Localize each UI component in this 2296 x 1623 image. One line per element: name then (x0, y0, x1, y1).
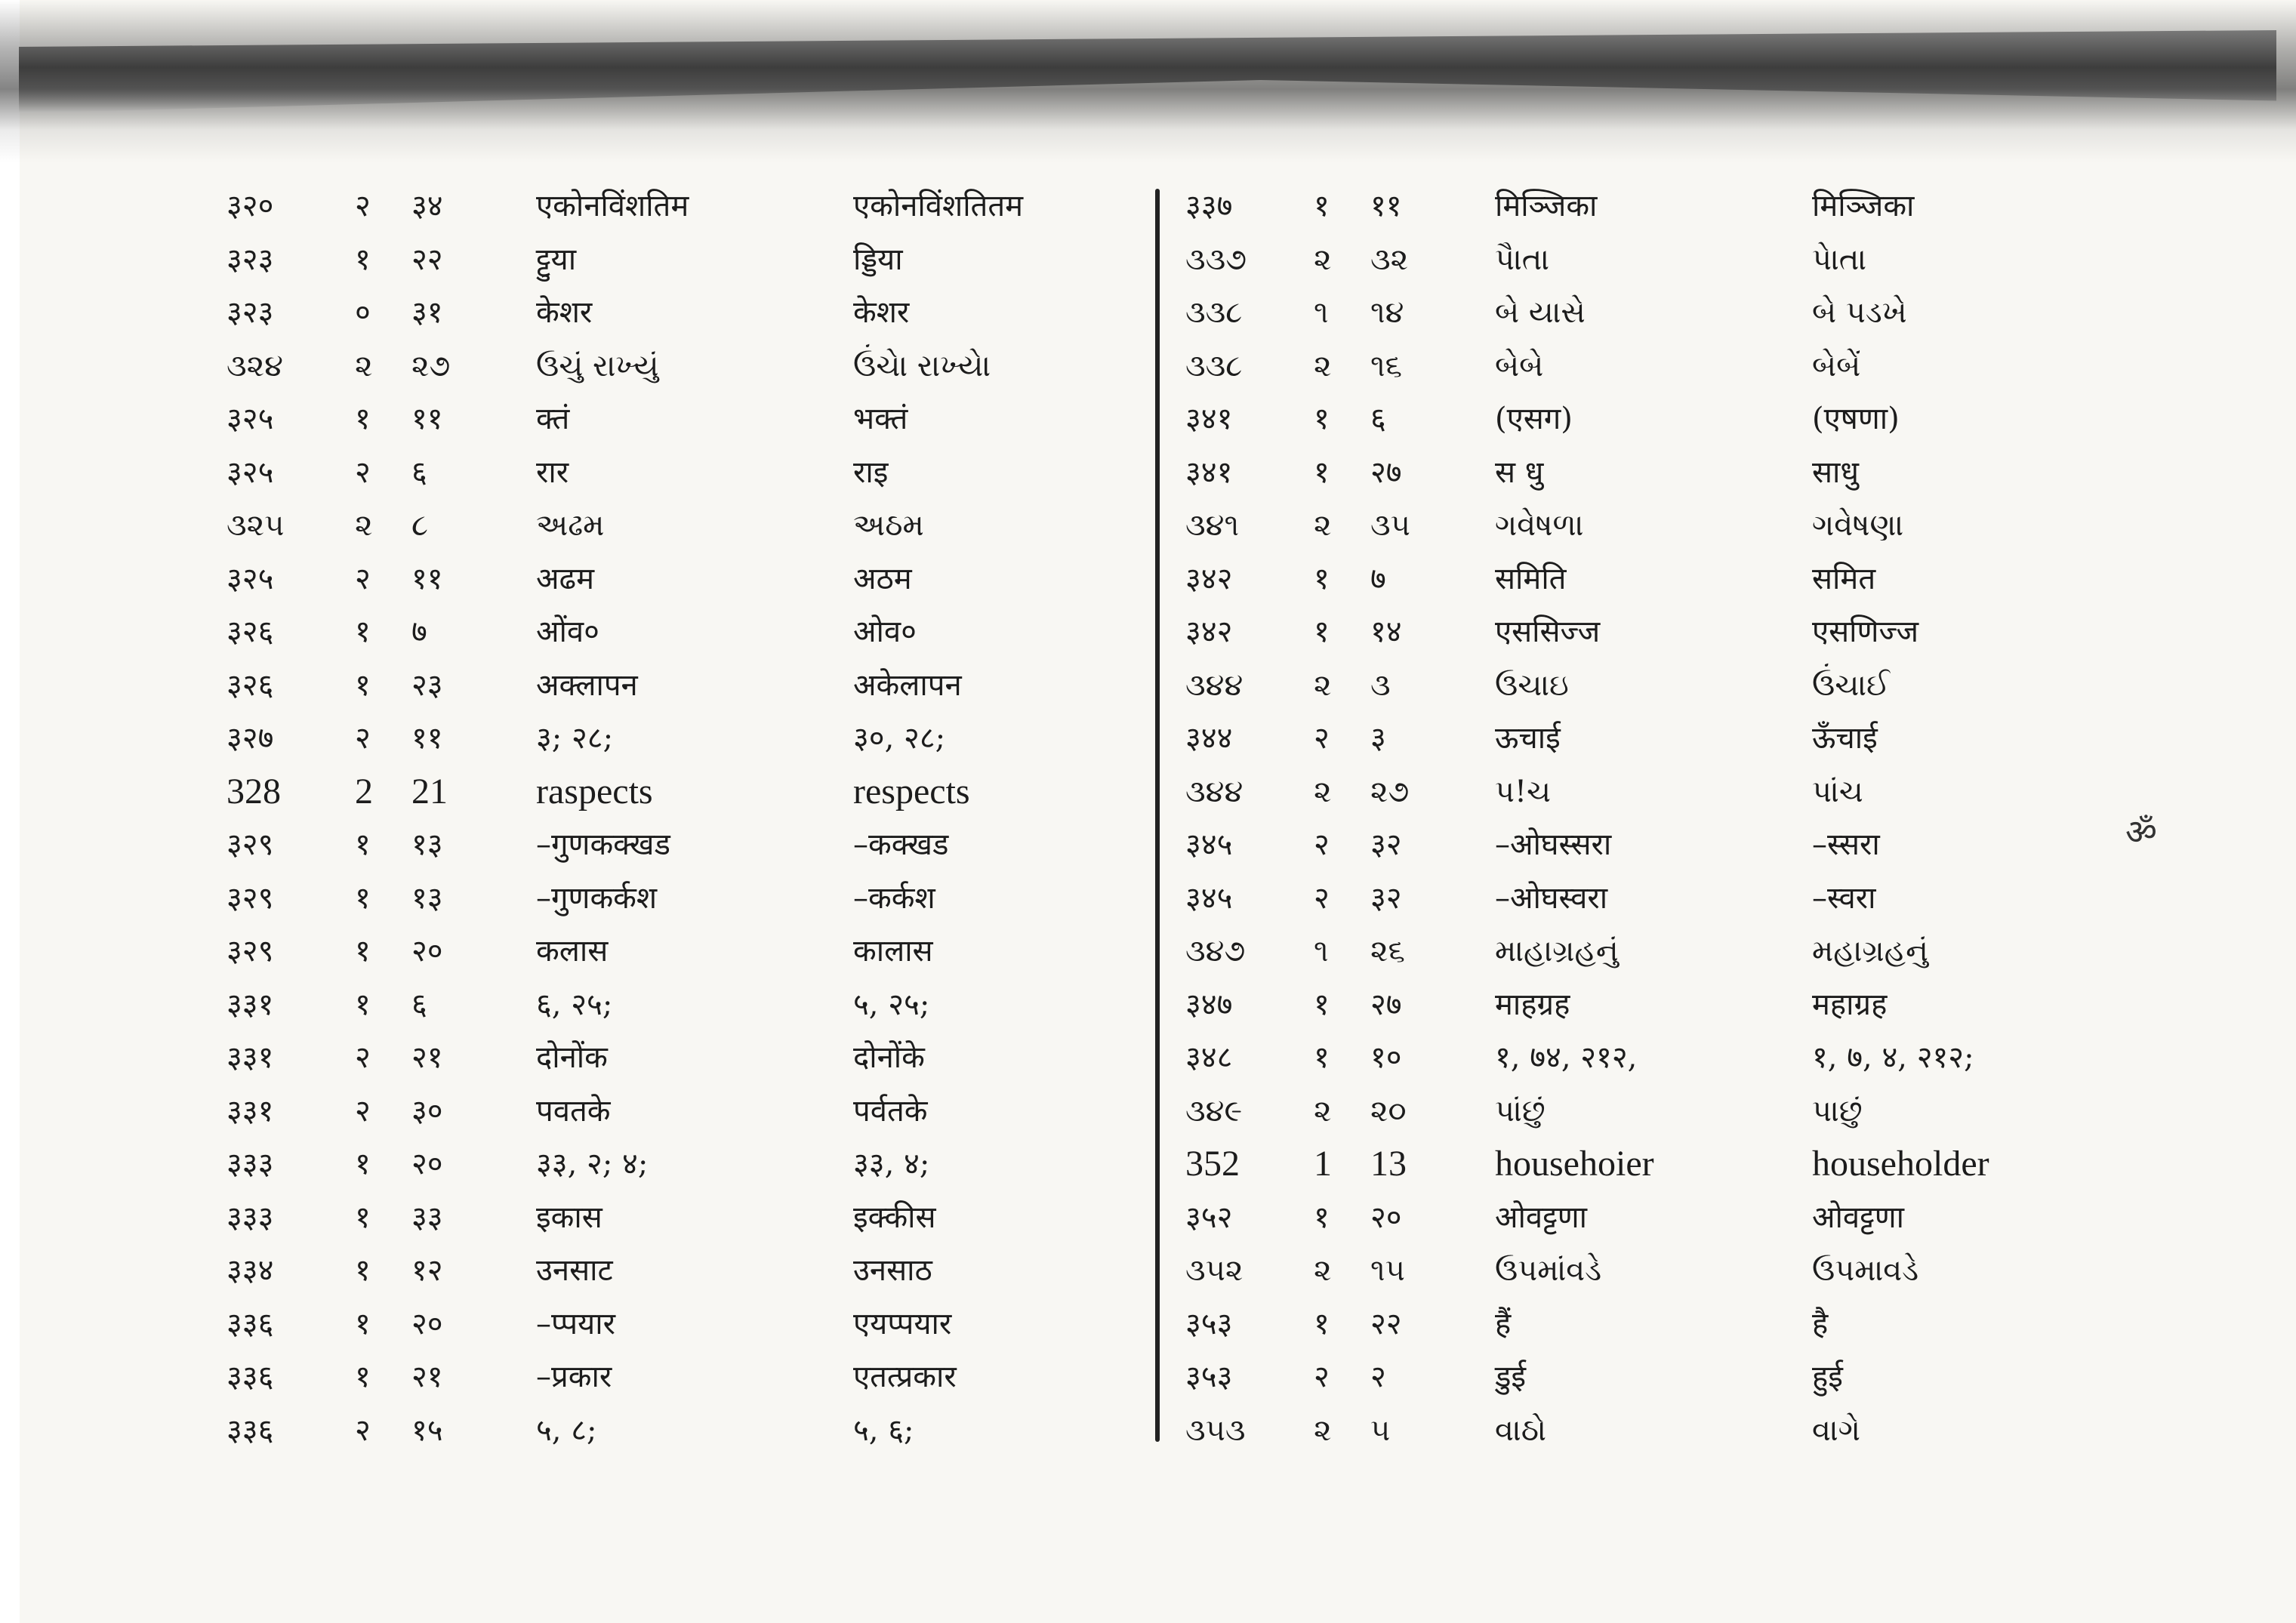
line-number: ૩ (1370, 667, 1391, 703)
errata-row (1185, 605, 2137, 659)
line-number: ३ (1370, 721, 1386, 756)
column-number: २ (355, 189, 371, 223)
line-number: ૨૬ (1370, 934, 1405, 969)
column-number: १ (1314, 1306, 1330, 1341)
line-number: ૨૦ (1370, 1093, 1407, 1129)
correct-text: कालास (853, 934, 933, 969)
incorrect-text: માહાગ્રહનું (1495, 934, 1619, 969)
page-number: ૩૨૫ (227, 508, 285, 543)
page-number: ૩૪૭ (1185, 934, 1246, 969)
correct-text: मिञ्जिका (1812, 189, 1915, 223)
incorrect-text: raspects (536, 771, 653, 812)
errata-row (1185, 553, 2137, 606)
column-number: २ (1314, 880, 1330, 916)
incorrect-text: પાંછું (1495, 1093, 1546, 1129)
errata-row (1185, 712, 2137, 765)
correct-text: इक्कीस (853, 1200, 936, 1235)
column-number: ૨ (1314, 667, 1332, 703)
correct-text: हुई (1812, 1360, 1843, 1394)
errata-row (227, 1191, 1178, 1245)
line-number: २० (1370, 1200, 1402, 1235)
incorrect-text: બેબે (1495, 348, 1544, 383)
correct-text: respects (853, 771, 970, 812)
correct-text: ३०, २८; (853, 721, 946, 756)
line-number: २० (411, 934, 443, 969)
page-number: ३४२ (1185, 614, 1233, 649)
errata-row (1185, 1404, 2137, 1458)
correct-text: –कर्कश (853, 880, 935, 916)
page-number: ૩૩૮ (1185, 295, 1243, 330)
page-number: ३२६ (227, 614, 274, 649)
column-number: २ (355, 721, 371, 756)
page-number: ३२३ (227, 242, 274, 277)
page-number: ३४१ (1185, 402, 1233, 436)
page-number: ३४५ (1185, 880, 1233, 916)
incorrect-text: –गुणकक्खड (536, 827, 670, 862)
line-number: ૩૨ (1370, 242, 1409, 277)
correct-text: –स्सरा (1812, 827, 1880, 862)
line-number: ३४ (411, 189, 443, 223)
correct-text: ५, ६; (853, 1412, 914, 1448)
errata-row (1185, 393, 2137, 446)
column-number: १ (1314, 454, 1330, 490)
incorrect-text: ઉપમાંવડે (1495, 1253, 1602, 1288)
correct-text: બેબેં (1812, 348, 1861, 383)
errata-row (1185, 1031, 2137, 1085)
correct-text: ड्डिया (853, 242, 903, 277)
errata-row (227, 1404, 1178, 1458)
line-number: ६ (1370, 402, 1386, 436)
line-number: २७ (1370, 987, 1402, 1022)
line-number: ६ (411, 454, 427, 490)
column-number: १ (1314, 561, 1330, 596)
errata-row (1185, 233, 2137, 287)
correct-text: –स्वरा (1812, 880, 1876, 916)
incorrect-text: અઢમ (536, 508, 605, 543)
column-number: १ (355, 934, 371, 969)
page-number: ૩૫૩ (1185, 1412, 1246, 1448)
incorrect-text: –ओघस्वरा (1495, 880, 1608, 916)
errata-row (227, 872, 1178, 925)
errata-row (1185, 286, 2137, 340)
page-number: ३२५ (227, 402, 274, 436)
line-number: ७ (1370, 561, 1386, 596)
errata-row (227, 286, 1178, 340)
page-number: ३३१ (227, 1093, 274, 1129)
correct-text: ઉપમાવડે (1812, 1253, 1919, 1288)
page-number: ३२३ (227, 295, 274, 330)
incorrect-text: ઉચું રાખ્યું (536, 348, 659, 383)
column-number: १ (355, 827, 371, 862)
errata-row (1185, 446, 2137, 500)
line-number: ३३ (411, 1200, 443, 1235)
errata-row (227, 180, 1178, 233)
line-number: १० (1370, 1040, 1402, 1075)
correct-text: उनसाठ (853, 1253, 932, 1288)
correct-text: राइ (853, 454, 889, 490)
errata-row (227, 446, 1178, 500)
column-divider (1155, 189, 1160, 1442)
page-number: ૩૪૧ (1185, 508, 1240, 543)
page-number: ३४१ (1185, 454, 1233, 490)
column-number: १ (1314, 987, 1330, 1022)
page-number: ३४२ (1185, 561, 1233, 596)
page-number: ३३६ (227, 1412, 274, 1448)
column-number: १ (355, 1200, 371, 1235)
line-number: २७ (1370, 454, 1402, 490)
line-number: २३ (411, 667, 443, 703)
page-number: ३४७ (1185, 987, 1233, 1022)
line-number: १४ (1370, 614, 1402, 649)
page-number: ३२६ (227, 667, 274, 703)
correct-text: ३३, ४; (853, 1147, 930, 1181)
page-number: ३२९ (227, 880, 274, 916)
correct-text: –कक्खड (853, 827, 949, 862)
incorrect-text: अढम (536, 561, 594, 596)
page-number: ૩૨૪ (227, 348, 283, 383)
errata-row (227, 499, 1178, 553)
incorrect-text: –ओघस्सरा (1495, 827, 1612, 862)
incorrect-text: माहग्रह (1495, 987, 1570, 1022)
errata-row (1185, 1085, 2137, 1138)
errata-row (1185, 340, 2137, 393)
correct-text: ओव० (853, 614, 917, 649)
column-number: ૨ (355, 508, 373, 543)
column-number: १ (1314, 1200, 1330, 1235)
line-number: ६ (411, 987, 427, 1022)
errata-row (1185, 499, 2137, 553)
column-number: १ (355, 1253, 371, 1288)
errata-row (227, 1138, 1178, 1191)
errata-row (227, 1031, 1178, 1085)
errata-row (227, 659, 1178, 713)
column-number: १ (355, 402, 371, 436)
incorrect-text: househoier (1495, 1144, 1654, 1184)
page-number: ૩૪૪ (1185, 667, 1244, 703)
errata-row (1185, 818, 2137, 872)
incorrect-text: –प्पयार (536, 1306, 615, 1341)
column-number: १ (355, 1306, 371, 1341)
correct-text: અઠમ (853, 508, 924, 543)
incorrect-text: स धु (1495, 454, 1544, 490)
correct-text: एतत्प्रकार (853, 1360, 957, 1394)
page-number: ३२५ (227, 561, 274, 596)
incorrect-text: डुई (1495, 1360, 1527, 1394)
page-number: ३२९ (227, 934, 274, 969)
page-number: ३५२ (1185, 1200, 1233, 1235)
correct-text: एकोनविंशतितम (853, 189, 1024, 223)
column-number: ૧ (1314, 295, 1329, 330)
column-number: १ (355, 880, 371, 916)
errata-row (1185, 765, 2137, 819)
line-number: २२ (411, 242, 443, 277)
line-number: १३ (411, 880, 443, 916)
page-number: ૩૪૪ (1185, 774, 1244, 809)
errata-row (1185, 1138, 2137, 1191)
line-number: ૨૭ (411, 348, 451, 383)
line-number: १५ (411, 1412, 443, 1448)
correct-text: एसणिज्ज (1812, 614, 1918, 649)
correct-text: भक्तं (853, 402, 908, 436)
column-number: ० (355, 295, 371, 330)
correct-text: पर्वतके (853, 1093, 928, 1129)
incorrect-text: कलास (536, 934, 609, 969)
line-number: ३१ (411, 295, 443, 330)
line-number: १२ (411, 1253, 443, 1288)
column-number: १ (1314, 402, 1330, 436)
correct-text: householder (1812, 1144, 1989, 1184)
page-number: ३३४ (227, 1253, 274, 1288)
incorrect-text: ऊचाई (1495, 721, 1561, 756)
incorrect-text: ६, २५; (536, 987, 613, 1022)
column-number: १ (1314, 189, 1330, 223)
line-number: ૧૫ (1370, 1253, 1405, 1288)
correct-text: महाग्रह (1812, 987, 1888, 1022)
column-number: 1 (1314, 1144, 1332, 1184)
column-number: ૨ (1314, 774, 1332, 809)
incorrect-text: समिति (1495, 561, 1567, 596)
margin-mark: ॐ (2125, 812, 2157, 852)
errata-column-left (227, 180, 1178, 1457)
correct-text: મહાગ્રહનું (1812, 934, 1928, 969)
line-number: २ (1370, 1360, 1386, 1394)
scan-shadow (0, 0, 2296, 162)
errata-row (1185, 659, 2137, 713)
column-number: २ (1314, 1360, 1330, 1394)
page-number: ३३१ (227, 1040, 274, 1075)
page-number: ३३६ (227, 1360, 274, 1394)
page-number: ३४४ (1185, 721, 1233, 756)
errata-row (1185, 978, 2137, 1032)
column-number: ૨ (1314, 348, 1332, 383)
incorrect-text: પ!ચ (1495, 774, 1552, 809)
correct-text: ઉંચાઈ (1812, 667, 1890, 703)
column-number: ૧ (1314, 934, 1329, 969)
line-number: ३२ (1370, 827, 1402, 862)
errata-row (227, 553, 1178, 606)
errata-row (1185, 925, 2137, 978)
incorrect-text: एकोनविंशतिम (536, 189, 689, 223)
correct-text: १, ७, ४, २१२; (1812, 1040, 1974, 1075)
errata-row (1185, 180, 2137, 233)
page-number: ३२७ (227, 721, 274, 756)
column-number: २ (355, 454, 371, 490)
column-number: १ (355, 987, 371, 1022)
line-number: ७ (411, 614, 427, 649)
errata-row (227, 712, 1178, 765)
line-number: ૫ (1370, 1412, 1391, 1448)
correct-text: ऊँचाई (1812, 721, 1878, 756)
correct-text: ओवट्टणा (1812, 1200, 1904, 1235)
correct-text: વાગે (1812, 1412, 1860, 1448)
incorrect-text: ३; २८; (536, 721, 614, 756)
errata-row (1185, 1244, 2137, 1298)
correct-text: एयप्पयार (853, 1306, 952, 1341)
page-number: ३५३ (1185, 1360, 1233, 1394)
page-number: ૩૩૮ (1185, 348, 1243, 383)
page-number: 328 (227, 771, 281, 812)
errata-row (227, 340, 1178, 393)
incorrect-text: हैं (1495, 1306, 1512, 1341)
errata-row (1185, 1191, 2137, 1245)
line-number: २२ (1370, 1306, 1402, 1341)
page-number: ३३३ (227, 1147, 274, 1181)
incorrect-text: બે યાસે (1495, 295, 1586, 330)
correct-text: है (1812, 1306, 1829, 1341)
page-number: ૩૪૯ (1185, 1093, 1243, 1129)
page-number: ३३७ (1185, 189, 1233, 223)
incorrect-text: ओवट्टणा (1495, 1200, 1587, 1235)
errata-row (227, 393, 1178, 446)
page-number: ३२९ (227, 827, 274, 862)
incorrect-text: मिञ्जिका (1495, 189, 1598, 223)
correct-text: समित (1812, 561, 1876, 596)
errata-row (227, 1085, 1178, 1138)
line-number: ૧૪ (1370, 295, 1404, 330)
line-number: २० (411, 1147, 443, 1181)
correct-text: (एषणा) (1812, 402, 1900, 436)
errata-row (227, 1350, 1178, 1404)
column-number: ૨ (1314, 242, 1332, 277)
column-number: २ (355, 561, 371, 596)
line-number: २० (411, 1306, 443, 1341)
errata-row (227, 605, 1178, 659)
incorrect-text: अक्लापन (536, 667, 638, 703)
incorrect-text: ગવેષળા (1495, 508, 1584, 543)
incorrect-text: केशर (536, 295, 593, 330)
page-number: ३३१ (227, 987, 274, 1022)
line-number: ११ (411, 402, 443, 436)
page-number: ३३३ (227, 1200, 274, 1235)
line-number: ३० (411, 1093, 443, 1129)
line-number: ३२ (1370, 880, 1402, 916)
line-number: २१ (411, 1040, 443, 1075)
correct-text: साधु (1812, 454, 1859, 490)
correct-text: दोनोंके (853, 1040, 925, 1075)
incorrect-text: पवतके (536, 1093, 611, 1129)
column-number: २ (1314, 827, 1330, 862)
line-number: ११ (1370, 189, 1402, 223)
incorrect-text: क्तं (536, 402, 570, 436)
column-number: ૨ (1314, 1253, 1332, 1288)
column-number: 2 (355, 771, 373, 812)
column-number: १ (355, 242, 371, 277)
errata-row (227, 925, 1178, 978)
page-number: ३३६ (227, 1306, 274, 1341)
column-number: १ (1314, 1040, 1330, 1075)
incorrect-text: ઉચાઇ (1495, 667, 1569, 703)
incorrect-text: दोनोंक (536, 1040, 608, 1075)
line-number: ૩૫ (1370, 508, 1410, 543)
errata-row (227, 233, 1178, 287)
correct-text: ५, २५; (853, 987, 930, 1022)
errata-row (227, 978, 1178, 1032)
page-number: 352 (1185, 1144, 1240, 1184)
incorrect-text: ३३, २; ४; (536, 1147, 649, 1181)
incorrect-text: –प्रकार (536, 1360, 612, 1394)
incorrect-text: ओंव० (536, 614, 599, 649)
incorrect-text: વાઠો (1495, 1412, 1546, 1448)
line-number: ૧૬ (1370, 348, 1402, 383)
page-number: ३२५ (227, 454, 274, 490)
correct-text: ઉંચેા રાખ્યેા (853, 348, 991, 383)
incorrect-text: પૈાતા (1495, 242, 1550, 277)
correct-text: केशर (853, 295, 910, 330)
errata-row (227, 1298, 1178, 1351)
line-number: ૮ (411, 508, 428, 543)
incorrect-text: ५, ८; (536, 1412, 597, 1448)
errata-row (227, 818, 1178, 872)
page-number: ૩૫૨ (1185, 1253, 1244, 1288)
correct-text: બે પડખે (1812, 295, 1907, 330)
incorrect-text: (एसग) (1495, 402, 1573, 436)
column-number: २ (355, 1040, 371, 1075)
column-number: ૨ (1314, 1093, 1332, 1129)
column-number: ૨ (1314, 1412, 1332, 1448)
column-number: १ (355, 614, 371, 649)
page-number: ३४५ (1185, 827, 1233, 862)
column-number: २ (355, 1093, 371, 1129)
errata-row (1185, 872, 2137, 925)
column-number: ૨ (1314, 508, 1332, 543)
errata-column-right (1185, 180, 2137, 1457)
correct-text: ગવેષણા (1812, 508, 1904, 543)
line-number: ११ (411, 561, 443, 596)
page-number: ३२० (227, 189, 274, 223)
column-number: १ (355, 1147, 371, 1181)
page-number: ३४८ (1185, 1040, 1233, 1075)
errata-row (227, 765, 1178, 819)
incorrect-text: उनसाट (536, 1253, 613, 1288)
page-number: ૩૩૭ (1185, 242, 1247, 277)
incorrect-text: रार (536, 454, 569, 490)
correct-text: अकेलापन (853, 667, 962, 703)
page-edge (0, 0, 20, 1623)
column-number: १ (1314, 614, 1330, 649)
correct-text: પેાતા (1812, 242, 1867, 277)
errata-row (227, 1244, 1178, 1298)
line-number: ११ (411, 721, 443, 756)
column-number: ૨ (355, 348, 373, 383)
column-number: २ (1314, 721, 1330, 756)
page-number: ३५३ (1185, 1306, 1233, 1341)
line-number: 21 (411, 771, 448, 812)
column-number: २ (355, 1412, 371, 1448)
correct-text: પાછું (1812, 1093, 1863, 1129)
line-number: 13 (1370, 1144, 1407, 1184)
incorrect-text: ट्टुया (536, 242, 577, 277)
column-number: १ (355, 667, 371, 703)
line-number: २१ (411, 1360, 443, 1394)
correct-text: अठम (853, 561, 912, 596)
line-number: १३ (411, 827, 443, 862)
incorrect-text: इकास (536, 1200, 603, 1235)
incorrect-text: –गुणकर्कश (536, 880, 658, 916)
errata-row (1185, 1350, 2137, 1404)
incorrect-text: १, ७४, २१२, (1495, 1040, 1638, 1075)
errata-row (1185, 1298, 2137, 1351)
correct-text: પાંચ (1812, 774, 1863, 809)
column-number: १ (355, 1360, 371, 1394)
incorrect-text: एससिज्ज (1495, 614, 1601, 649)
line-number: ૨૭ (1370, 774, 1410, 809)
